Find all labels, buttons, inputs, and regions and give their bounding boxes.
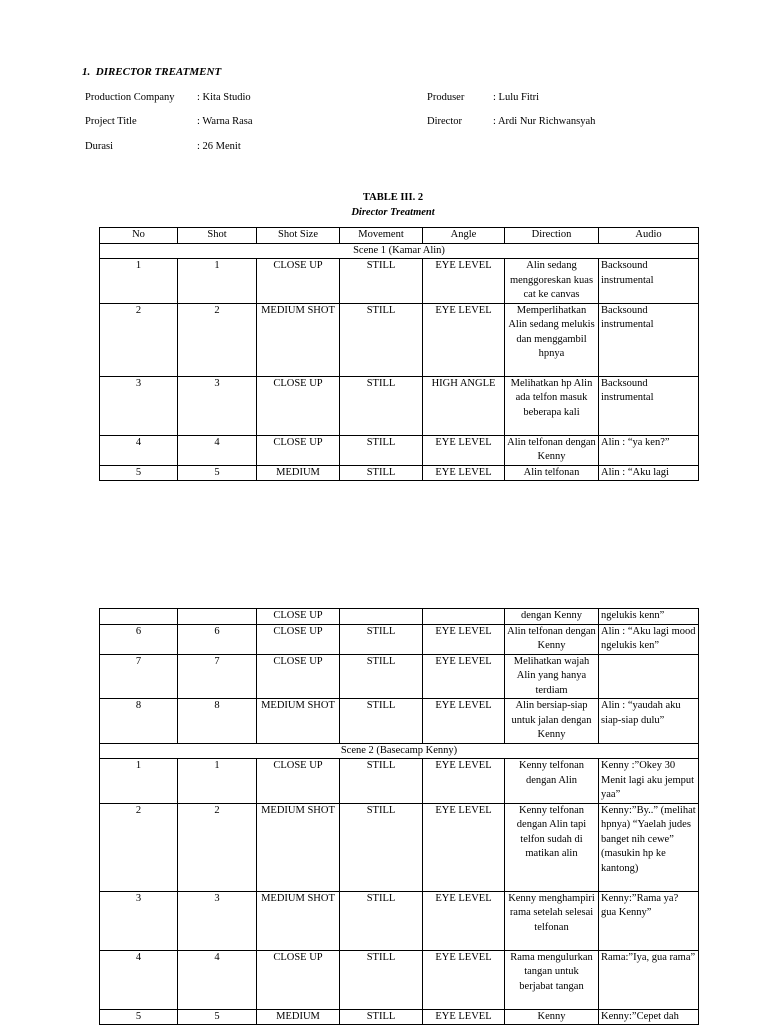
table-row bbox=[100, 1009, 699, 1025]
cell-movement: STILL bbox=[340, 624, 423, 654]
cell-shot-size: CLOSE UP bbox=[257, 624, 340, 654]
scene-row bbox=[100, 243, 699, 259]
table-subcaption: Director Treatment bbox=[351, 207, 435, 218]
table-row bbox=[100, 759, 699, 804]
cell-shot-size: MEDIUM SHOT bbox=[257, 891, 340, 950]
cell-audio: Kenny:”Cepet dah bbox=[599, 1009, 699, 1025]
cell-angle: EYE LEVEL bbox=[423, 803, 505, 891]
cell-shot-size: CLOSE UP bbox=[257, 950, 340, 1009]
cell-movement: STILL bbox=[340, 376, 423, 435]
cell-movement: STILL bbox=[340, 1009, 423, 1025]
column-header-shot: Shot bbox=[178, 228, 257, 244]
produser-label: Produser bbox=[427, 92, 465, 103]
table-row bbox=[100, 609, 699, 625]
scene-title: Scene 2 (Basecamp Kenny) bbox=[100, 743, 699, 759]
produser-value: : Lulu Fitri bbox=[493, 92, 540, 103]
durasi-value: : 26 Menit bbox=[197, 141, 241, 152]
column-header-no: No bbox=[100, 228, 178, 244]
cell-movement: STILL bbox=[340, 303, 423, 376]
table-row bbox=[100, 376, 699, 435]
director-treatment-table-page1 bbox=[99, 227, 699, 481]
cell-angle: EYE LEVEL bbox=[423, 624, 505, 654]
cell-direction: Alin bersiap-siap untuk jalan dengan Kenny bbox=[505, 699, 599, 744]
cell-no: 8 bbox=[100, 699, 178, 744]
cell-shot-size: CLOSE UP bbox=[257, 259, 340, 304]
table-row bbox=[100, 259, 699, 304]
cell-shot: 1 bbox=[178, 259, 257, 304]
cell-angle: EYE LEVEL bbox=[423, 950, 505, 1009]
cell-shot: 3 bbox=[178, 891, 257, 950]
cell-no: 3 bbox=[100, 376, 178, 435]
cell-angle: EYE LEVEL bbox=[423, 303, 505, 376]
cell-no: 6 bbox=[100, 624, 178, 654]
cell-direction: Melihatkan wajah Alin yang hanya terdiam bbox=[505, 654, 599, 699]
cell-direction: Alin telfonan dengan Kenny bbox=[505, 624, 599, 654]
cell-audio: Backsound instrumental bbox=[599, 259, 699, 304]
cell-shot: 5 bbox=[178, 465, 257, 481]
cell-shot: 1 bbox=[178, 759, 257, 804]
column-header-audio: Audio bbox=[599, 228, 699, 244]
cell-shot: 3 bbox=[178, 376, 257, 435]
cell-shot: 5 bbox=[178, 1009, 257, 1025]
cell-angle: EYE LEVEL bbox=[423, 699, 505, 744]
director-treatment-table-page2 bbox=[99, 608, 699, 1025]
cell-angle: EYE LEVEL bbox=[423, 465, 505, 481]
cell-no: 1 bbox=[100, 759, 178, 804]
cell-movement: STILL bbox=[340, 699, 423, 744]
cell-shot bbox=[178, 609, 257, 625]
cell-angle: EYE LEVEL bbox=[423, 435, 505, 465]
cell-shot: 7 bbox=[178, 654, 257, 699]
cell-direction: Alin telfonan dengan Kenny bbox=[505, 435, 599, 465]
cell-shot-size: CLOSE UP bbox=[257, 376, 340, 435]
cell-movement bbox=[340, 609, 423, 625]
cell-direction: Alin sedang menggoreskan kuas cat ke canvas bbox=[505, 259, 599, 304]
cell-audio: Kenny:”Rama ya? gua Kenny” bbox=[599, 891, 699, 950]
cell-shot-size: MEDIUM SHOT bbox=[257, 699, 340, 744]
cell-direction: dengan Kenny bbox=[505, 609, 599, 625]
table-header-row bbox=[100, 228, 699, 244]
cell-angle: EYE LEVEL bbox=[423, 759, 505, 804]
cell-direction: Alin telfonan bbox=[505, 465, 599, 481]
cell-no: 3 bbox=[100, 891, 178, 950]
cell-shot-size: MEDIUM bbox=[257, 1009, 340, 1025]
production-company-value: : Kita Studio bbox=[197, 92, 251, 103]
scene-row bbox=[100, 743, 699, 759]
cell-audio: Alin : “Aku lagi bbox=[599, 465, 699, 481]
cell-movement: STILL bbox=[340, 435, 423, 465]
cell-shot: 4 bbox=[178, 950, 257, 1009]
table-caption: TABLE III. 2 bbox=[362, 192, 424, 203]
cell-audio: Kenny:”By..” (melihat hpnya) “Yaelah judes banget nih cewe” (masukin hp ke kantong) bbox=[599, 803, 699, 891]
cell-movement: STILL bbox=[340, 891, 423, 950]
cell-angle: EYE LEVEL bbox=[423, 654, 505, 699]
cell-shot-size: CLOSE UP bbox=[257, 654, 340, 699]
durasi-label: Durasi bbox=[85, 141, 113, 152]
cell-no: 5 bbox=[100, 1009, 178, 1025]
column-header-direction: Direction bbox=[505, 228, 599, 244]
cell-movement: STILL bbox=[340, 259, 423, 304]
cell-shot: 2 bbox=[178, 803, 257, 891]
column-header-shot-size: Shot Size bbox=[257, 228, 340, 244]
cell-audio: Kenny :”Okey 30 Menit lagi aku jemput yaa” bbox=[599, 759, 699, 804]
cell-audio: Backsound instrumental bbox=[599, 303, 699, 376]
cell-shot: 2 bbox=[178, 303, 257, 376]
cell-angle bbox=[423, 609, 505, 625]
cell-audio bbox=[599, 654, 699, 699]
cell-movement: STILL bbox=[340, 759, 423, 804]
cell-audio: Alin : “yaudah aku siap-siap dulu” bbox=[599, 699, 699, 744]
cell-shot-size: MEDIUM SHOT bbox=[257, 303, 340, 376]
table-row bbox=[100, 699, 699, 744]
director-label: Director bbox=[427, 116, 462, 127]
cell-shot-size: CLOSE UP bbox=[257, 759, 340, 804]
cell-shot: 8 bbox=[178, 699, 257, 744]
cell-direction: Melihatkan hp Alin ada telfon masuk beberapa kali bbox=[505, 376, 599, 435]
cell-direction: Kenny bbox=[505, 1009, 599, 1025]
cell-angle: EYE LEVEL bbox=[423, 891, 505, 950]
table-row bbox=[100, 803, 699, 891]
cell-direction: Rama mengulurkan tangan untuk berjabat tangan bbox=[505, 950, 599, 1009]
cell-shot: 6 bbox=[178, 624, 257, 654]
cell-no: 1 bbox=[100, 259, 178, 304]
cell-direction: Kenny menghampiri rama setelah selesai telfonan bbox=[505, 891, 599, 950]
cell-shot-size: MEDIUM bbox=[257, 465, 340, 481]
cell-audio: Rama:”Iya, gua rama” bbox=[599, 950, 699, 1009]
cell-angle: HIGH ANGLE bbox=[423, 376, 505, 435]
cell-shot: 4 bbox=[178, 435, 257, 465]
table-row bbox=[100, 624, 699, 654]
cell-movement: STILL bbox=[340, 950, 423, 1009]
cell-audio: Alin : “Aku lagi mood ngelukis ken” bbox=[599, 624, 699, 654]
cell-movement: STILL bbox=[340, 654, 423, 699]
cell-audio: Backsound instrumental bbox=[599, 376, 699, 435]
table-row bbox=[100, 435, 699, 465]
director-value: : Ardi Nur Richwansyah bbox=[493, 116, 596, 127]
table-row bbox=[100, 303, 699, 376]
table-row bbox=[100, 950, 699, 1009]
scene-title: Scene 1 (Kamar Alin) bbox=[100, 243, 699, 259]
column-header-movement: Movement bbox=[340, 228, 423, 244]
production-company-label: Production Company bbox=[85, 92, 175, 103]
cell-direction: Kenny telfonan dengan Alin tapi telfon sudah di matikan alin bbox=[505, 803, 599, 891]
section-heading: 1. DIRECTOR TREATMENT bbox=[82, 66, 222, 78]
cell-no: 2 bbox=[100, 303, 178, 376]
cell-movement: STILL bbox=[340, 465, 423, 481]
table-row bbox=[100, 654, 699, 699]
cell-shot-size: MEDIUM SHOT bbox=[257, 803, 340, 891]
cell-no bbox=[100, 609, 178, 625]
cell-no: 7 bbox=[100, 654, 178, 699]
column-header-angle: Angle bbox=[423, 228, 505, 244]
cell-no: 2 bbox=[100, 803, 178, 891]
cell-angle: EYE LEVEL bbox=[423, 1009, 505, 1025]
cell-direction: Kenny telfonan dengan Alin bbox=[505, 759, 599, 804]
cell-audio: ngelukis kenn” bbox=[599, 609, 699, 625]
project-title-label: Project Title bbox=[85, 116, 137, 127]
table-row bbox=[100, 465, 699, 481]
cell-no: 4 bbox=[100, 950, 178, 1009]
cell-angle: EYE LEVEL bbox=[423, 259, 505, 304]
cell-movement: STILL bbox=[340, 803, 423, 891]
cell-direction: Memperlihatkan Alin sedang melukis dan menggambil hpnya bbox=[505, 303, 599, 376]
project-title-value: : Warna Rasa bbox=[197, 116, 253, 127]
cell-no: 4 bbox=[100, 435, 178, 465]
table-row bbox=[100, 891, 699, 950]
cell-audio: Alin : “ya ken?” bbox=[599, 435, 699, 465]
cell-shot-size: CLOSE UP bbox=[257, 609, 340, 625]
cell-no: 5 bbox=[100, 465, 178, 481]
cell-shot-size: CLOSE UP bbox=[257, 435, 340, 465]
